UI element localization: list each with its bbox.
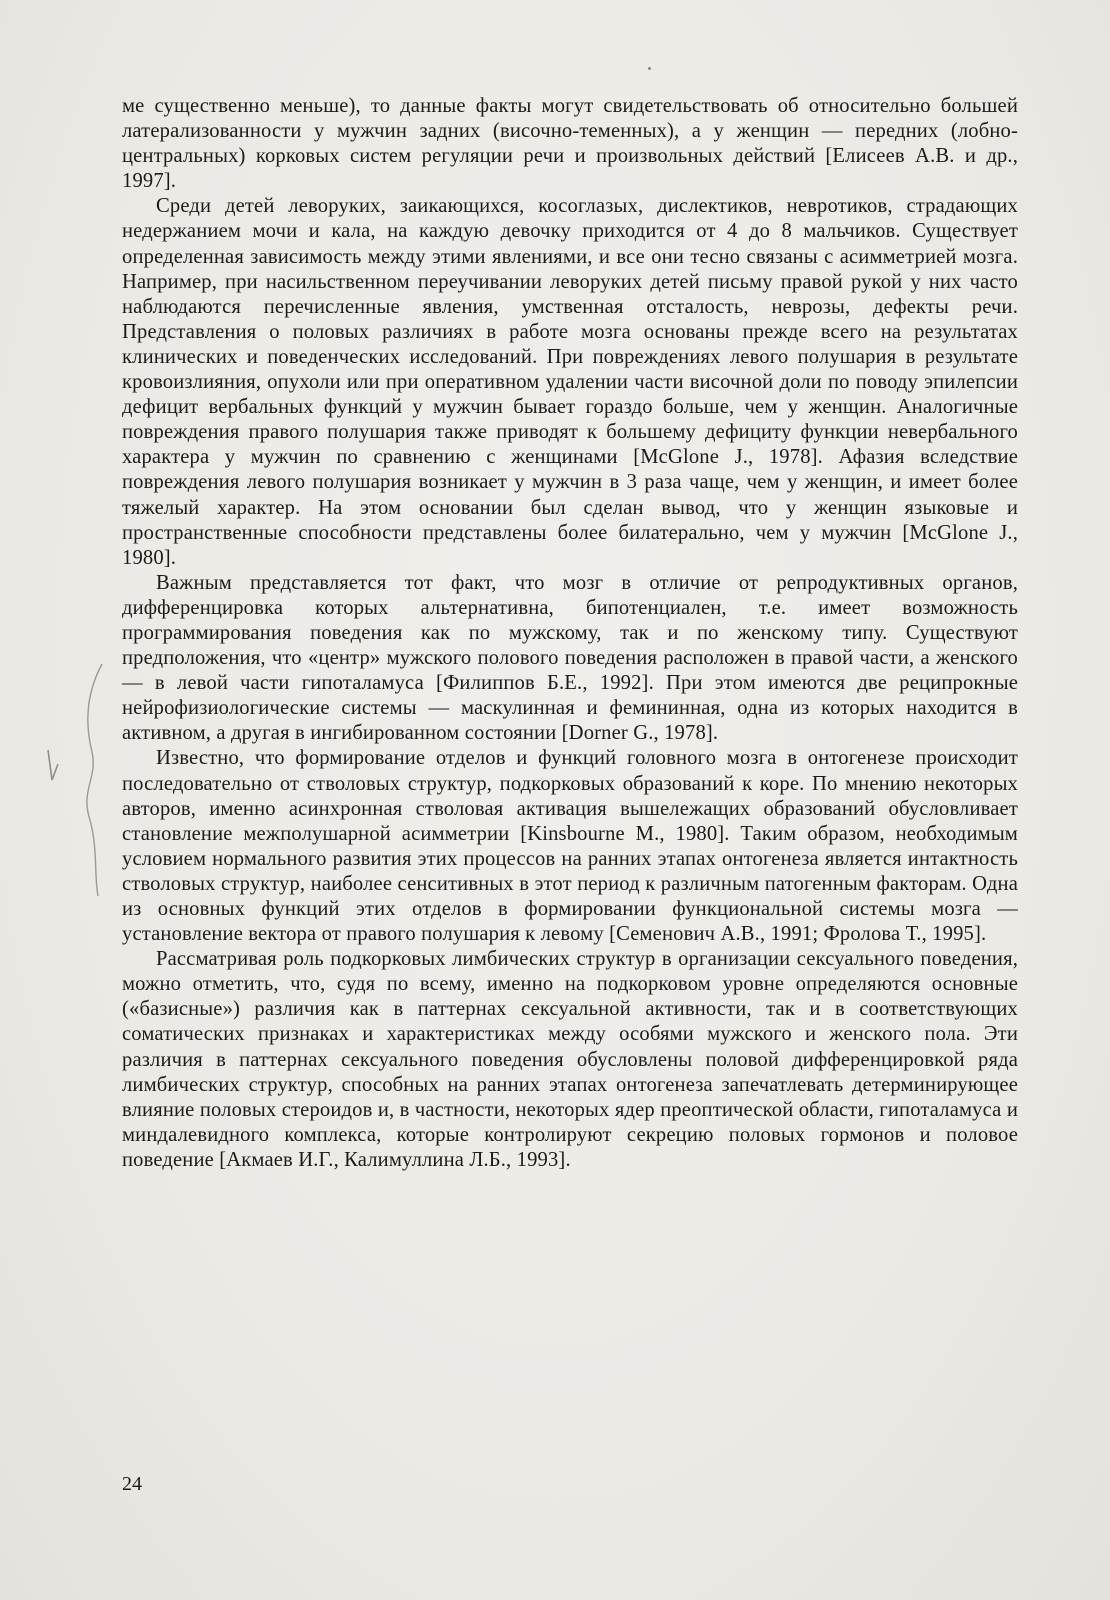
paragraph: Среди детей леворуких, заикающихся, косоглазых, дислектиков, невротиков, страдающих недержанием мочи и кала, на каждую девочку приходится от 4 до 8 мальчиков. Существует определенная зависимость между этими явлениями, и все они тесно связаны с асимметрией мозга. Например, при насильственном переучивании леворуких детей письму правой рукой у них часто наблюдаются перечисленные явления, умственная отсталость, неврозы, дефекты речи. Представления о половых различиях в работе мозга основаны прежде всего на результатах клинических и поведенческих исследований. При повреждениях левого полушария в результате кровоизлияния, опухоли или при оперативном удалении части височной доли по поводу эпилепсии дефицит вербальных функций у мужчин бывает гораздо больше, чем у женщин. Аналогичные повреждения правого полушария также приводят к большему дефициту функции невербального характера у мужчин по сравнению с женщинами [McGlone J., 1978]. Афазия вследствие повреждения левого полушария возникает у мужчин в 3 раза чаще, чем у женщин, и имеет более тяжелый характер. На этом основании был сделан вывод, что у женщин языковые и пространственные способности представлены более билатерально, чем у мужчин [McGlone J., 1980]. [122, 195, 1018, 569]
paragraph-continuation: ме существенно меньше), то данные факты могут свидетельствовать об относительно большей латерализованности у мужчин задних (височно-теменных), а у женщин — передних (лобно-центральных) корковых систем регуляции речи и произвольных действий [Елисеев А.В. и др., 1997]. [122, 95, 1018, 193]
body-text [122, 94, 1018, 1173]
pencil-margin-mark [40, 660, 120, 900]
paper-speck [648, 67, 651, 70]
paragraph: Важным представляется тот факт, что мозг в отличие от репродуктивных органов, дифференцировка которых альтернативна, бипотенциален, т.е. имеет возможность программирования поведения как по мужскому, так и по женскому типу. Существуют предположения, что «центр» мужского полового поведения расположен в правой части, а женского — в левой части гипоталамуса [Филиппов Б.Е., 1992]. При этом имеются две реципрокные нейрофизиологические системы — маскулинная и фемининная, одна из которых находится в активном, а другая в ингибированном состоянии [Dorner G., 1978]. [122, 571, 1018, 745]
paragraph: Рассматривая роль подкорковых лимбических структур в организации сексуального поведения, можно отметить, что, судя по всему, именно на подкорковом уровне определяются основные («базисные») различия как в паттернах сексуальной активности, так и в соответствующих соматических признаках и характеристиках между особями мужского и женского пола. Эти различия в паттернах сексуального поведения обусловлены половой дифференцировкой ряда лимбических структур, способных на ранних этапах онтогенеза запечатлевать детерминирующее влияние половых стероидов и, в частности, некоторых ядер преоптической области, гипоталамуса и миндалевидного комплекса, которые контролируют секрецию половых гормонов и половое поведение [Акмаев И.Г., Калимуллина Л.Б., 1993]. [122, 948, 1018, 1171]
page-number: 24 [122, 1473, 142, 1495]
paragraph: Известно, что формирование отделов и функций головного мозга в онтогенезе происходит последовательно от стволовых структур, подкорковых образований к коре. По мнению некоторых авторов, именно асинхронная стволовая активация вышележащих образований обусловливает становление межполушарной асимметрии [Kinsbourne M., 1980]. Таким образом, необходимым условием нормального развития этих процессов на ранних этапах онтогенеза является интактность стволовых структур, наиболее сенситивных в этот период к различным патогенным факторам. Одна из основных функций этих отделов в формировании функциональной системы мозга — установление вектора от правого полушария к левому [Семенович А.В., 1991; Фролова Т., 1995]. [122, 747, 1018, 946]
